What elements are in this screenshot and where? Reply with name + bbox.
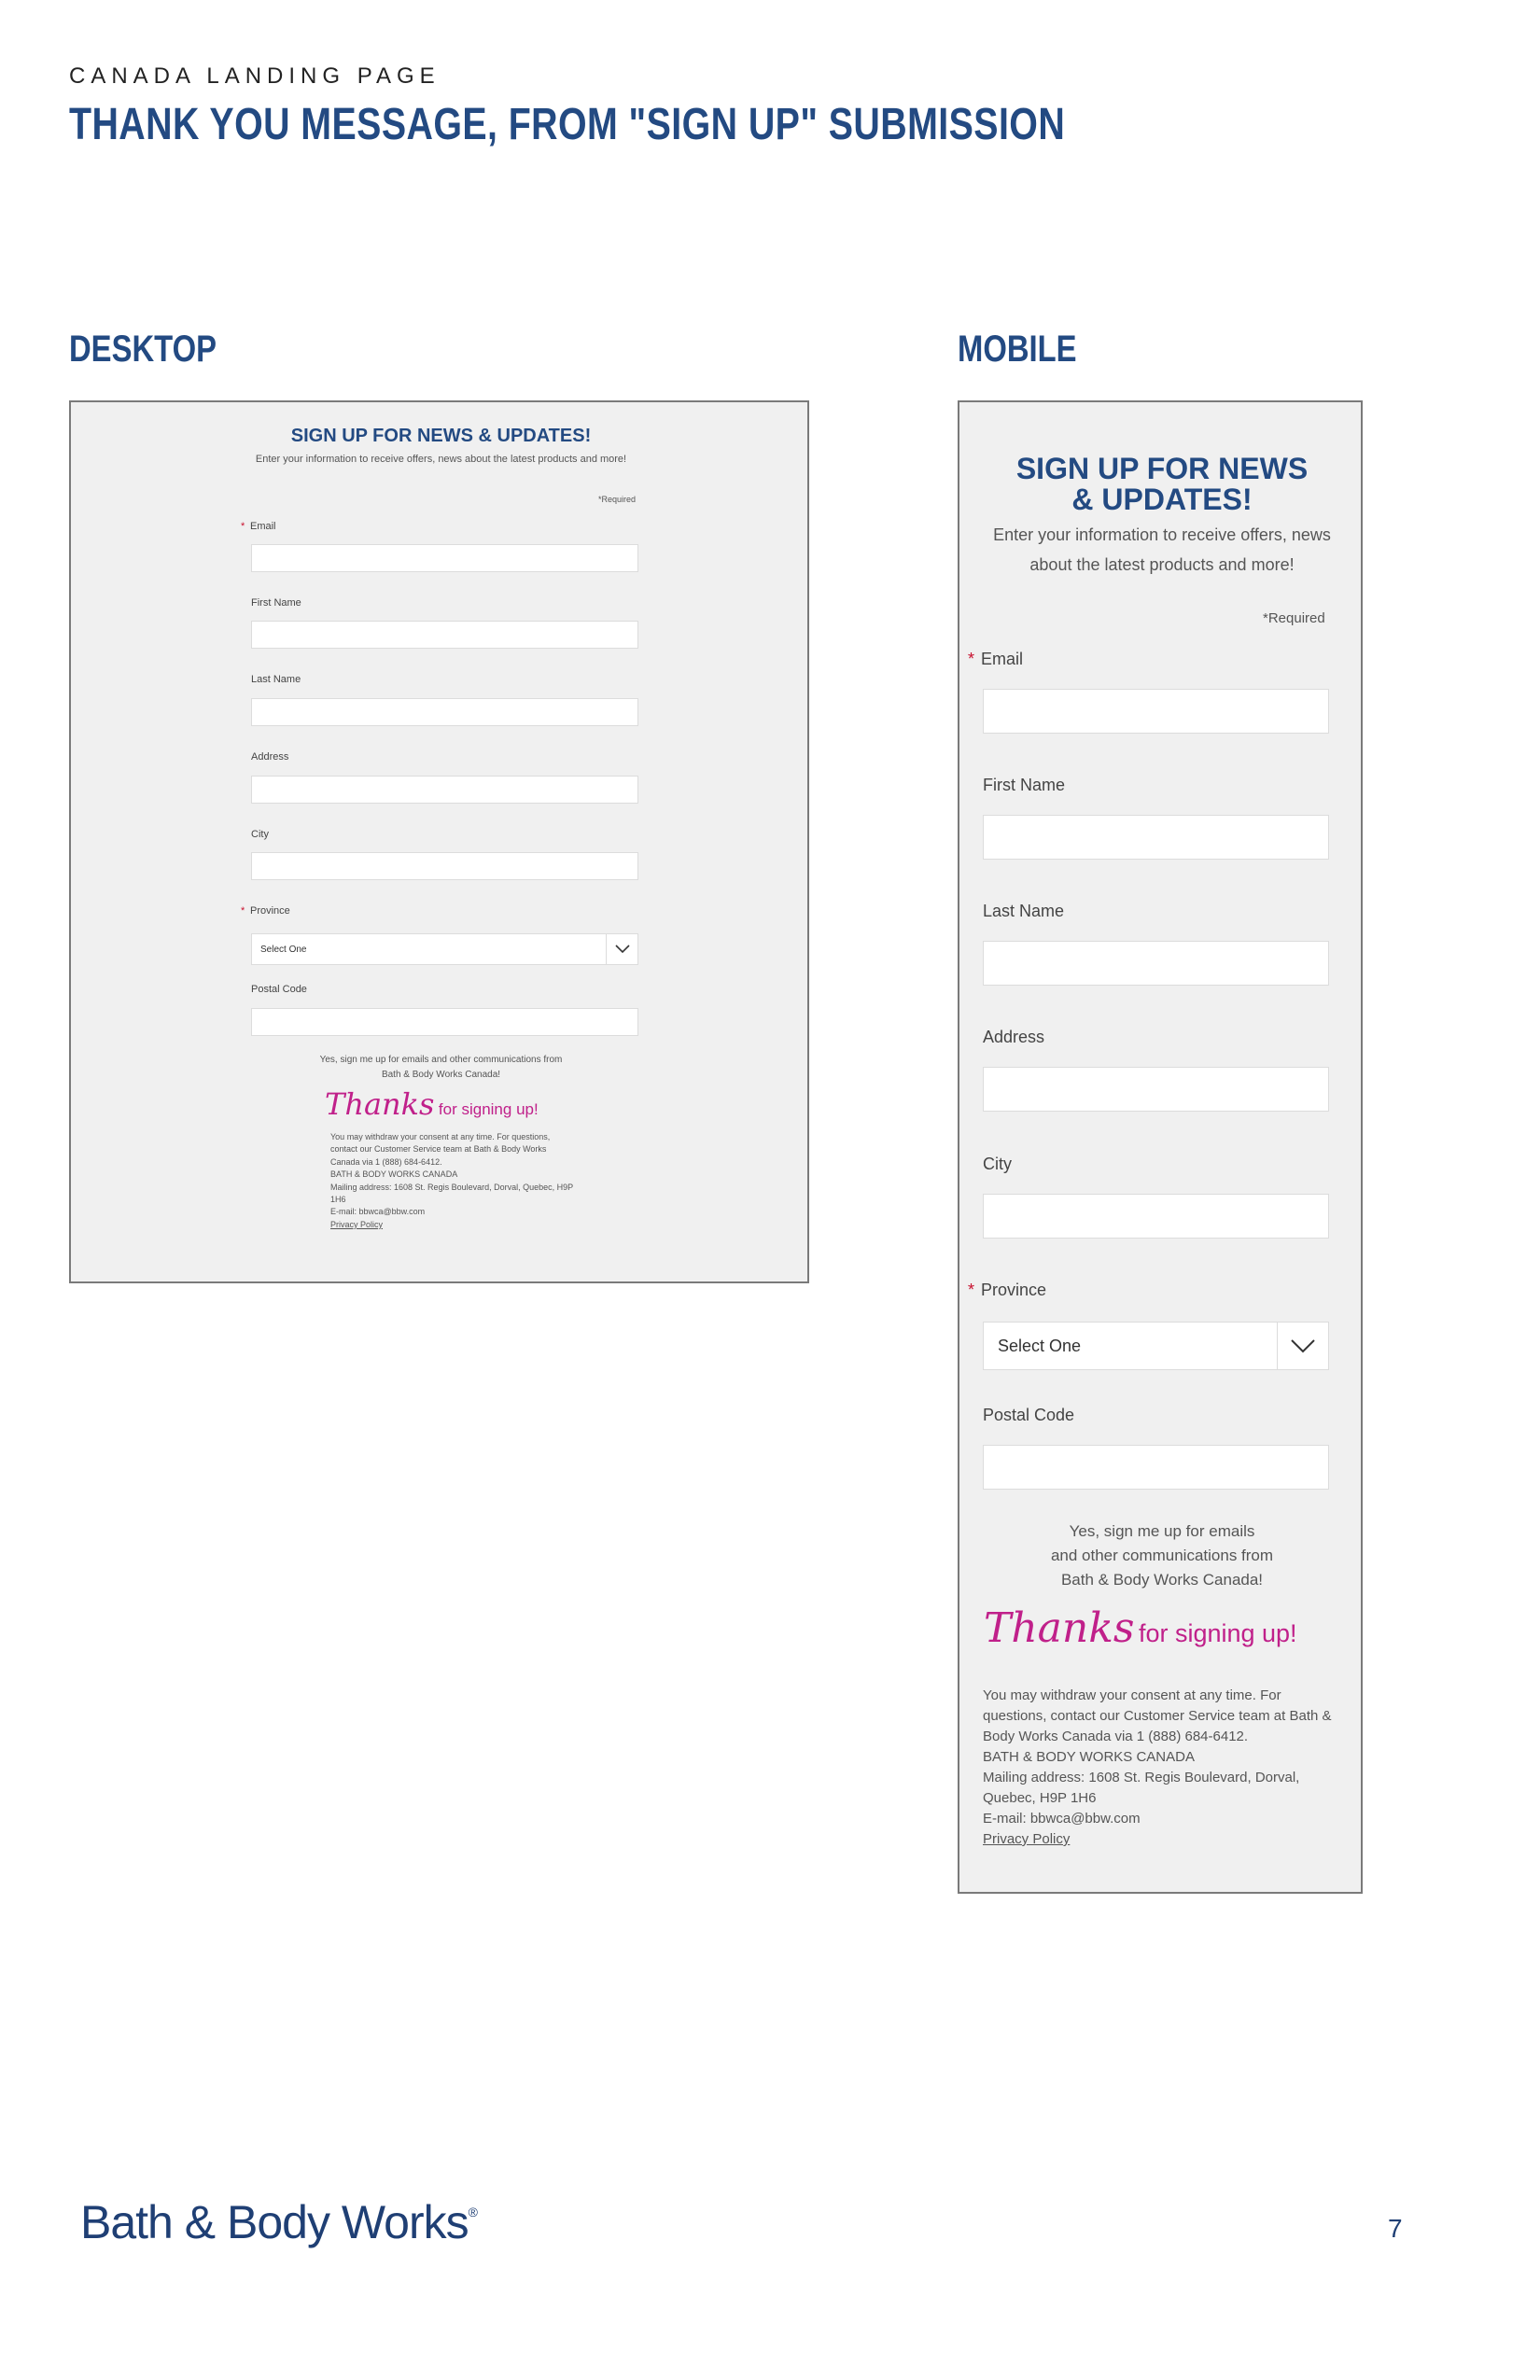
required-marker: *: [241, 521, 245, 532]
desktop-label: DESKTOP: [69, 329, 217, 370]
address-field[interactable]: [983, 1067, 1329, 1112]
legal-block: [983, 1686, 1342, 1850]
first-name-field[interactable]: [983, 815, 1329, 860]
province-select[interactable]: [251, 933, 638, 965]
registered-mark: ®: [468, 2205, 477, 2219]
mobile-form-panel: [958, 400, 1363, 1894]
city-field[interactable]: [983, 1194, 1329, 1239]
thanks-rest: for signing up!: [438, 1100, 539, 1118]
address-label: Address: [251, 751, 289, 763]
chevron-down-icon[interactable]: [1277, 1323, 1328, 1369]
consent-line: and other communications from: [1050, 1547, 1274, 1564]
legal-block: [330, 1131, 573, 1231]
consent-line: Bath & Body Works Canada!: [381, 1070, 501, 1080]
legal-mailing: Mailing address: 1608 St. Regis Boulevard, Dorval, Quebec, H9P 1H6: [330, 1182, 573, 1205]
form-title: SIGN UP FOR NEWS & UPDATES!: [290, 426, 592, 446]
required-note: *Required: [1263, 610, 1325, 626]
postal-code-label: Postal Code: [251, 984, 307, 995]
legal-withdraw: You may withdraw your consent at any time. For questions, contact our Customer Service team at Bath & Body Works Canada via 1 (888) 684-6412.: [983, 1687, 1332, 1744]
postal-code-label: Postal Code: [983, 1406, 1075, 1424]
consent-line: Yes, sign me up for emails and other communications from: [319, 1055, 563, 1065]
city-label: City: [983, 1155, 1012, 1173]
privacy-policy-link[interactable]: Privacy Policy: [983, 1831, 1071, 1847]
brand-logo: [80, 2195, 477, 2249]
postal-code-field[interactable]: [983, 1445, 1329, 1490]
province-label: Province: [981, 1281, 1047, 1299]
email-field[interactable]: [983, 689, 1329, 734]
thanks-script-word: Thanks: [984, 1604, 1135, 1652]
legal-company: BATH & BODY WORKS CANADA: [330, 1169, 458, 1180]
page-eyebrow: CANADA LANDING PAGE: [69, 63, 441, 89]
province-select[interactable]: [983, 1322, 1329, 1370]
address-field[interactable]: [251, 776, 638, 804]
form-title-line: SIGN UP FOR NEWS: [1015, 452, 1309, 485]
last-name-label: Last Name: [251, 674, 301, 685]
form-title-line: & UPDATES!: [1071, 483, 1253, 516]
form-subtitle-line: Enter your information to receive offers, news: [993, 525, 1331, 544]
email-field[interactable]: [251, 544, 638, 572]
consent-line: Bath & Body Works Canada!: [1060, 1571, 1264, 1589]
required-marker: *: [968, 1281, 975, 1299]
thanks-message: [984, 1604, 1297, 1652]
legal-email: E-mail: bbwca@bbw.com: [983, 1811, 1141, 1827]
thanks-rest: for signing up!: [1138, 1619, 1297, 1647]
legal-mailing: Mailing address: 1608 St. Regis Boulevard, Dorval, Quebec, H9P 1H6: [983, 1770, 1300, 1806]
email-label: Email: [250, 521, 276, 532]
brand-name: Bath & Body Works: [80, 2196, 469, 2248]
page-number: 7: [1388, 2214, 1403, 2243]
chevron-down-icon[interactable]: [606, 934, 637, 964]
required-marker: *: [241, 905, 245, 917]
city-label: City: [251, 829, 269, 840]
legal-company: BATH & BODY WORKS CANADA: [983, 1749, 1195, 1765]
consent-text: [959, 1519, 1365, 1592]
province-selected-value: Select One: [998, 1336, 1082, 1355]
city-field[interactable]: [251, 852, 638, 880]
required-note: *Required: [598, 495, 637, 504]
last-name-field[interactable]: [251, 698, 638, 726]
consent-text: [71, 1053, 811, 1083]
last-name-label: Last Name: [983, 902, 1065, 920]
province-selected-value: Select One: [260, 944, 307, 955]
email-label: Email: [981, 650, 1024, 668]
thanks-script-word: Thanks: [325, 1086, 435, 1122]
first-name-field[interactable]: [251, 621, 638, 649]
first-name-label: First Name: [251, 597, 301, 609]
privacy-policy-link[interactable]: Privacy Policy: [330, 1219, 384, 1229]
consent-line: Yes, sign me up for emails: [1069, 1522, 1255, 1540]
form-subtitle: [959, 520, 1365, 580]
form-subtitle-line: about the latest products and more!: [1029, 555, 1295, 574]
province-label: Province: [250, 905, 290, 917]
page-title: THANK YOU MESSAGE, FROM "SIGN UP" SUBMISSION: [69, 100, 1066, 149]
desktop-form-panel: [69, 400, 809, 1283]
form-subtitle: Enter your information to receive offers, news about the latest products and more!: [255, 454, 627, 465]
last-name-field[interactable]: [983, 941, 1329, 986]
mobile-label: MOBILE: [958, 329, 1077, 370]
first-name-label: First Name: [983, 776, 1066, 794]
postal-code-field[interactable]: [251, 1008, 638, 1036]
legal-withdraw: You may withdraw your consent at any time. For questions, contact our Customer Service team at Bath & Body Works Canada via 1 (888) 684-6412.: [330, 1132, 551, 1167]
address-label: Address: [983, 1028, 1045, 1046]
form-title: [959, 454, 1365, 515]
required-marker: *: [968, 650, 975, 668]
thanks-message: [325, 1086, 539, 1122]
legal-email: E-mail: bbwca@bbw.com: [330, 1207, 426, 1217]
